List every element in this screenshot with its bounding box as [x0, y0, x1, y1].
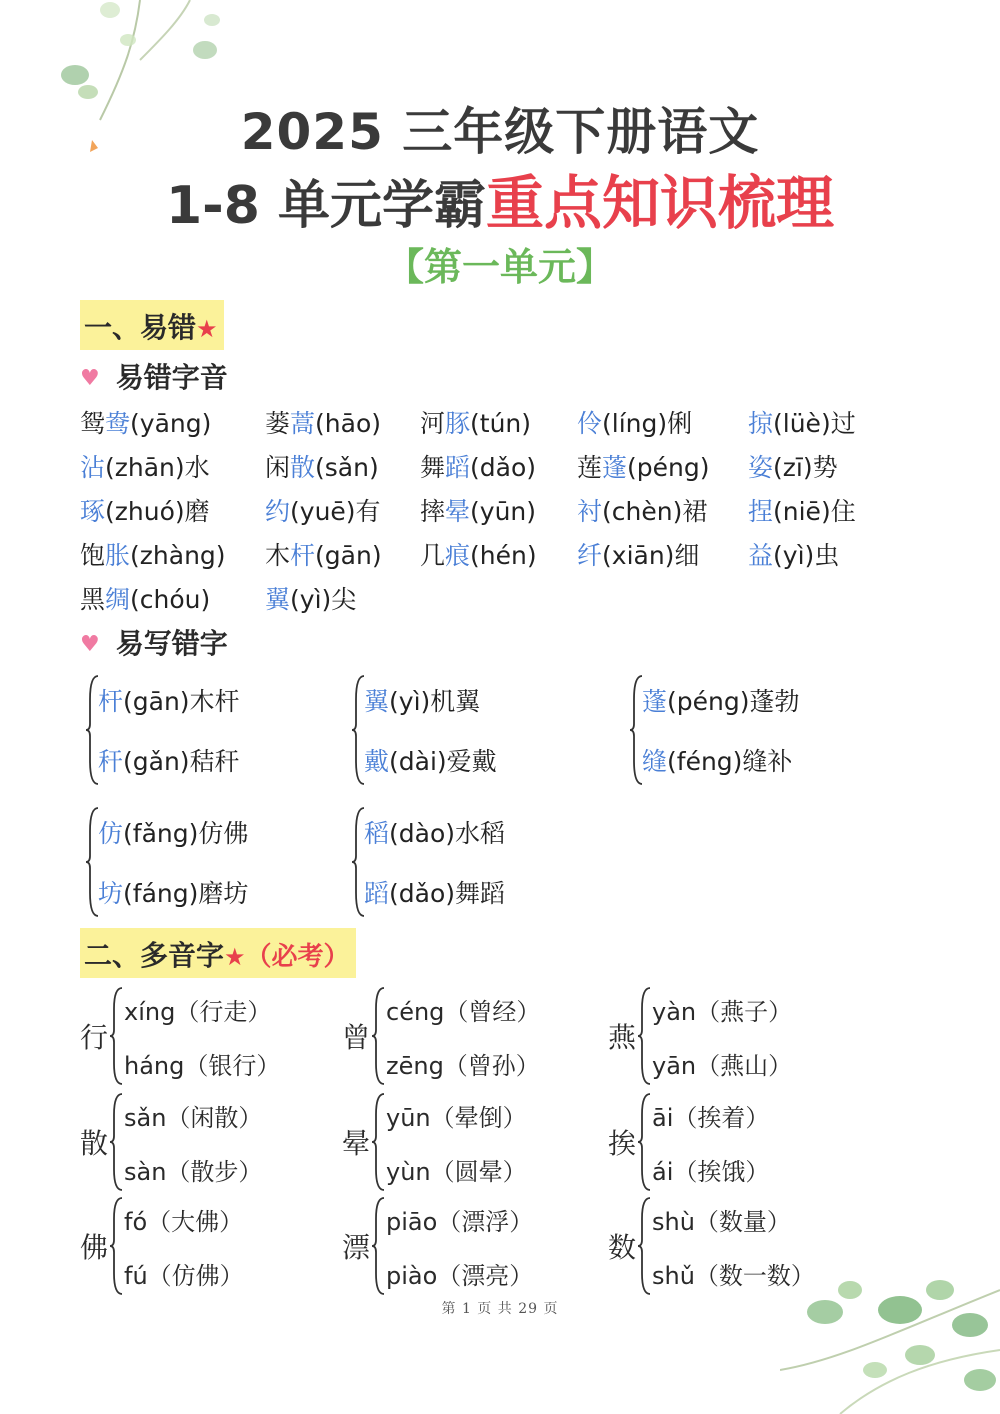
reading-entry: piāo（漂浮） [386, 1208, 534, 1236]
pronunciation-item [577, 404, 692, 440]
target-character: 伶 [577, 409, 603, 438]
star-icon: ★ [224, 943, 246, 971]
reading-entry: yùn（圆晕） [386, 1158, 527, 1186]
pronunciation-item [80, 580, 210, 616]
pinyin-word: (fǎng)仿佛 [123, 819, 249, 848]
pronunciation-item [748, 536, 839, 572]
pinyin-word: (gǎn)秸秆 [123, 747, 240, 776]
target-character: 蹈 [364, 879, 390, 908]
polyphonic-character: 漂 [342, 1231, 371, 1264]
subheading-writing [80, 622, 228, 662]
pronunciation-item [748, 492, 856, 528]
pinyin-suffix: (yuē)有 [290, 497, 381, 526]
reading-entry: sàn（散步） [124, 1158, 263, 1186]
pronunciation-item [577, 536, 699, 572]
word-prefix: 闲 [265, 453, 291, 482]
reading-entry: fú（仿佛） [124, 1262, 244, 1290]
word-prefix: 鸳 [80, 409, 106, 438]
confusable-word [364, 682, 480, 718]
target-character: 鸯 [105, 409, 131, 438]
target-character: 翼 [364, 687, 390, 716]
polyphonic-group [608, 1090, 848, 1194]
polyphonic-group [342, 1194, 582, 1298]
target-character: 缝 [642, 747, 668, 776]
pinyin-word: (fáng)磨坊 [123, 879, 249, 908]
reading-entry: āi（挨着） [652, 1104, 770, 1132]
target-character: 晕 [445, 497, 471, 526]
pronunciation-item [577, 448, 710, 484]
reading-entry: yān（燕山） [652, 1052, 793, 1080]
pinyin-suffix: (gān) [315, 541, 382, 570]
pinyin-suffix: (lüè)过 [773, 409, 856, 438]
brace-bracket [110, 1196, 124, 1296]
target-character: 胀 [105, 541, 131, 570]
pinyin-suffix: (niē)住 [773, 497, 856, 526]
pronunciation-item [420, 492, 536, 528]
page-subtitle [0, 156, 1000, 240]
confusable-group [630, 674, 890, 790]
pronunciation-item [265, 536, 382, 572]
confusable-word [98, 682, 240, 718]
pinyin-word: (gān)木杆 [123, 687, 240, 716]
confusable-word [364, 874, 505, 910]
target-character: 蓬 [642, 687, 668, 716]
pronunciation-item [80, 448, 210, 484]
confusable-group [352, 806, 612, 922]
word-prefix: 莲 [577, 453, 603, 482]
pinyin-word: (dǎo)舞蹈 [389, 879, 506, 908]
reading-entry: piào（漂亮） [386, 1262, 534, 1290]
word-prefix: 饱 [80, 541, 106, 570]
star-icon: ★ [196, 315, 218, 343]
target-character: 纤 [577, 541, 603, 570]
brace-bracket [372, 1092, 386, 1192]
subtitle-prefix: 1-8 单元学霸 [165, 176, 487, 236]
target-character: 沾 [80, 453, 106, 482]
word-prefix: 木 [265, 541, 291, 570]
word-prefix: 几 [420, 541, 446, 570]
pinyin-suffix: (tún) [470, 409, 532, 438]
confusable-word [364, 742, 497, 778]
pronunciation-item [265, 580, 356, 616]
pinyin-suffix: (hāo) [315, 409, 381, 438]
confusable-word [98, 742, 240, 778]
pinyin-word: (péng)蓬勃 [667, 687, 800, 716]
polyphonic-character: 挨 [608, 1127, 637, 1160]
target-character: 豚 [445, 409, 471, 438]
polyphonic-character: 行 [80, 1021, 109, 1054]
heart-icon: ♥ [80, 632, 100, 657]
section-heading-common-errors [80, 300, 224, 350]
page-title: 2025 三年级下册语文 [240, 103, 760, 161]
polyphonic-group [342, 984, 582, 1088]
confusable-word [642, 742, 792, 778]
pronunciation-item [420, 448, 536, 484]
reading-entry: shù（数量） [652, 1208, 791, 1236]
pinyin-suffix: (xiān)细 [602, 541, 700, 570]
section-heading-text: 一、易错 [84, 311, 197, 344]
polyphonic-group [608, 984, 848, 1088]
target-character: 蓬 [602, 453, 628, 482]
page-number: 第 1 页 共 29 页 [441, 1301, 559, 1317]
required-label: （必考） [245, 942, 350, 972]
reading-entry: sǎn（闲散） [124, 1104, 263, 1132]
pinyin-suffix: (zhàng) [130, 541, 226, 570]
confusable-group [86, 674, 346, 790]
pronunciation-item [80, 536, 226, 572]
subtitle-highlight: 重点知识梳理 [486, 169, 835, 237]
pinyin-suffix: (yì)尖 [290, 585, 357, 614]
pinyin-suffix: (zī)势 [773, 453, 838, 482]
subheading-pronunciation [80, 356, 228, 396]
pronunciation-item [80, 404, 211, 440]
polyphonic-character: 曾 [342, 1021, 371, 1054]
target-character: 姿 [748, 453, 774, 482]
pronunciation-item [80, 492, 210, 528]
word-prefix: 舞 [420, 453, 446, 482]
target-character: 蒿 [290, 409, 316, 438]
polyphonic-group [80, 1090, 320, 1194]
confusable-word [98, 874, 248, 910]
brace-bracket [372, 986, 386, 1086]
pinyin-suffix: (dǎo) [470, 453, 537, 482]
confusable-group [352, 674, 612, 790]
target-character: 杆 [98, 687, 124, 716]
reading-entry: fó（大佛） [124, 1208, 244, 1236]
pronunciation-item [577, 492, 707, 528]
pronunciation-item [420, 404, 531, 440]
unit-label: 【第一单元】 [385, 245, 614, 289]
pinyin-word: (dào)水稻 [389, 819, 506, 848]
pronunciation-item [748, 404, 856, 440]
brace-bracket [638, 986, 652, 1086]
confusable-group [86, 806, 346, 922]
pronunciation-item [265, 448, 379, 484]
brace-bracket [110, 986, 124, 1086]
reading-entry: céng（曾经） [386, 998, 541, 1026]
target-character: 衬 [577, 497, 603, 526]
target-character: 掠 [748, 409, 774, 438]
polyphonic-character: 佛 [80, 1231, 109, 1264]
pronunciation-item [265, 404, 381, 440]
target-character: 散 [290, 453, 316, 482]
pinyin-suffix: (yì)虫 [773, 541, 840, 570]
polyphonic-group [80, 984, 320, 1088]
pronunciation-item [420, 536, 537, 572]
pinyin-suffix: (chèn)裙 [602, 497, 708, 526]
target-character: 仿 [98, 819, 124, 848]
polyphonic-character: 晕 [342, 1127, 371, 1160]
heart-icon: ♥ [80, 366, 100, 391]
brace-bracket [110, 1092, 124, 1192]
section-heading-polyphonic [80, 928, 356, 978]
pinyin-suffix: (sǎn) [315, 453, 379, 482]
confusable-word [98, 814, 248, 850]
pinyin-word: (féng)缝补 [667, 747, 793, 776]
reading-entry: xíng（行走） [124, 998, 272, 1026]
target-character: 稻 [364, 819, 390, 848]
brace-bracket [372, 1196, 386, 1296]
subheading-text: 易写错字 [115, 627, 228, 660]
reading-entry: shǔ（数一数） [652, 1262, 815, 1290]
word-prefix: 摔 [420, 497, 446, 526]
target-character: 秆 [98, 747, 124, 776]
subheading-text: 易错字音 [115, 361, 228, 394]
target-character: 捏 [748, 497, 774, 526]
target-character: 蹈 [445, 453, 471, 482]
confusable-word [642, 682, 800, 718]
reading-entry: yàn（燕子） [652, 998, 793, 1026]
polyphonic-character: 数 [608, 1231, 637, 1264]
reading-entry: zēng（曾孙） [386, 1052, 540, 1080]
pinyin-suffix: (yāng) [130, 409, 212, 438]
reading-entry: ái（挨饿） [652, 1158, 770, 1186]
polyphonic-character: 散 [80, 1127, 109, 1160]
pinyin-suffix: (zhuó)磨 [105, 497, 210, 526]
pinyin-word: (dài)爱戴 [389, 747, 497, 776]
target-character: 约 [265, 497, 291, 526]
target-character: 戴 [364, 747, 390, 776]
confusable-word [364, 814, 505, 850]
word-prefix: 黑 [80, 585, 106, 614]
reading-entry: háng（银行） [124, 1052, 281, 1080]
polyphonic-group [608, 1194, 848, 1298]
target-character: 坊 [98, 879, 124, 908]
target-character: 绸 [105, 585, 131, 614]
brace-bracket [638, 1196, 652, 1296]
target-character: 杆 [290, 541, 316, 570]
word-prefix: 蒌 [265, 409, 291, 438]
pronunciation-item [265, 492, 381, 528]
pronunciation-item [748, 448, 838, 484]
pinyin-suffix: (hén) [470, 541, 537, 570]
pinyin-suffix: (chóu) [130, 585, 211, 614]
word-prefix: 河 [420, 409, 446, 438]
reading-entry: yūn（晕倒） [386, 1104, 527, 1132]
target-character: 琢 [80, 497, 106, 526]
target-character: 益 [748, 541, 774, 570]
target-character: 翼 [265, 585, 291, 614]
section-heading-text: 二、多音字 [84, 939, 225, 972]
target-character: 痕 [445, 541, 471, 570]
pinyin-suffix: (péng) [627, 453, 710, 482]
pinyin-suffix: (zhān)水 [105, 453, 210, 482]
polyphonic-group [342, 1090, 582, 1194]
brace-bracket [638, 1092, 652, 1192]
pinyin-suffix: (líng)俐 [602, 409, 693, 438]
polyphonic-group [80, 1194, 320, 1298]
pinyin-suffix: (yūn) [470, 497, 537, 526]
pinyin-word: (yì)机翼 [389, 687, 481, 716]
polyphonic-character: 燕 [608, 1021, 637, 1054]
